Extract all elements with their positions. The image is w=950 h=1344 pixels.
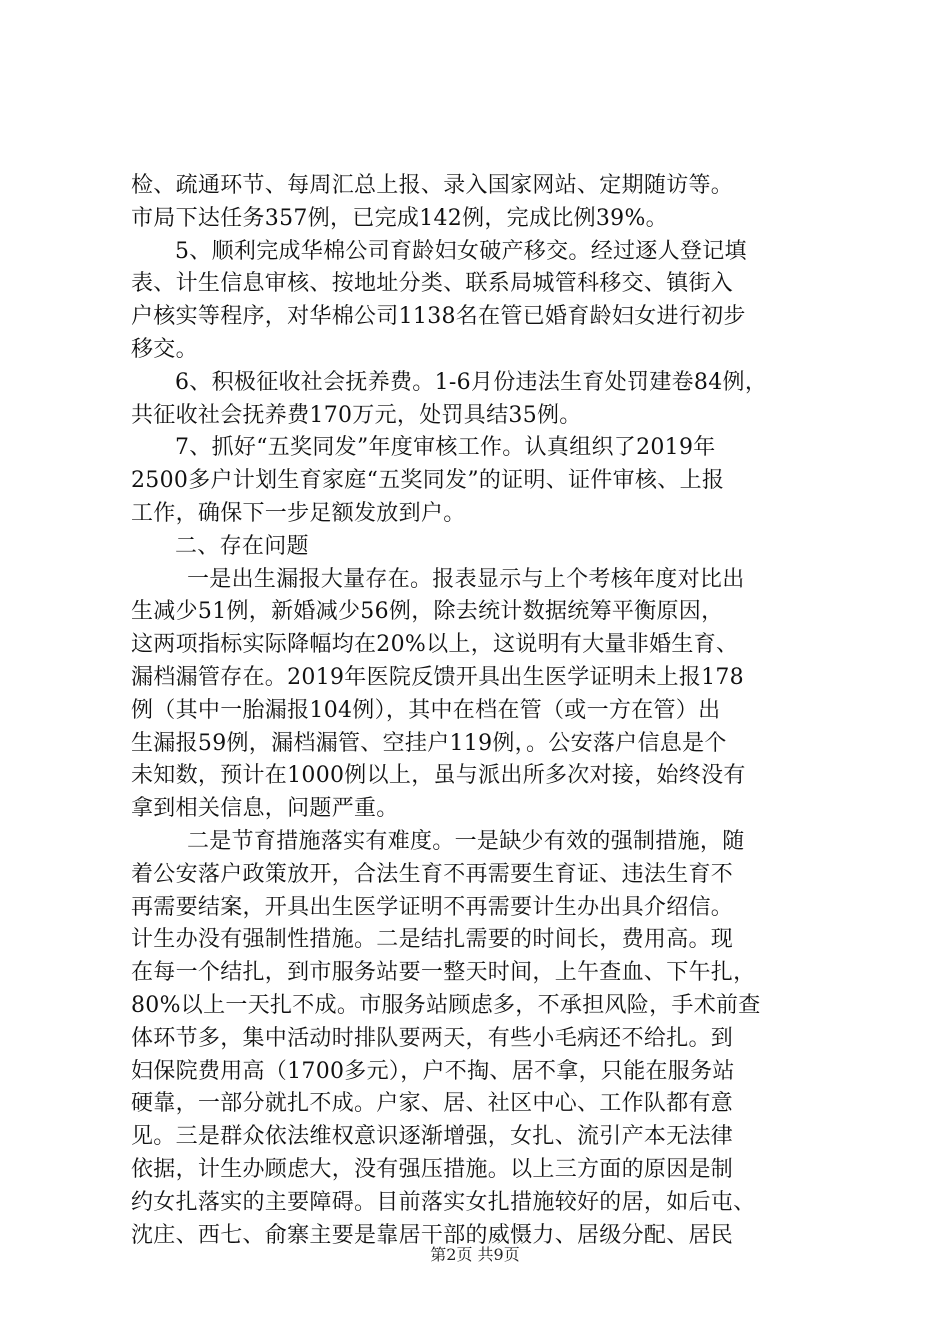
- text-line: 硬靠，一部分就扎不成。户家、居、社区中心、工作队都有意: [131, 1091, 734, 1117]
- text-line: 二是节育措施落实有难度。一是缺少有效的强制措施，随: [187, 828, 745, 854]
- text-line: 户核实等程序，对华棉公司1138名在管已婚育龄妇女进行初步: [131, 304, 746, 330]
- text-line: 表、计生信息审核、按地址分类、联系局城管科移交、镇街入: [131, 271, 734, 297]
- text-line: 二、存在问题: [175, 533, 309, 559]
- text-line: 移交。: [131, 336, 198, 362]
- text-line: 生漏报59例，漏档漏管、空挂户119例，。公安落户信息是个: [131, 730, 727, 756]
- text-line: 2500多户计划生育家庭“五奖同发”的证明、证件审核、上报: [131, 468, 725, 494]
- text-line: 再需要结案，开具出生医学证明不再需要计生办出具介绍信。: [131, 894, 734, 920]
- page-footer: 第2页 共9页: [430, 1245, 520, 1264]
- text-line: 妇保院费用高（1700多元），户不掏、居不拿，只能在服务站: [131, 1058, 735, 1084]
- text-line: 依据，计生办顾虑大，没有强压措施。以上三方面的原因是制: [131, 1156, 734, 1182]
- text-line: 未知数，预计在1000例以上，虽与派出所多次对接，始终没有: [131, 763, 746, 789]
- text-line: 沈庄、西七、俞寨主要是靠居干部的威慑力、居级分配、居民: [131, 1222, 734, 1248]
- text-line: 在每一个结扎，到市服务站要一整天时间，上午查血、下午扎，: [131, 960, 756, 986]
- text-line: 5、顺利完成华棉公司育龄妇女破产移交。经过逐人登记填: [175, 238, 747, 264]
- text-line: 例（其中一胎漏报104例），其中在档在管（或一方在管）出: [131, 697, 721, 723]
- text-line: 7、抓好“五奖同发”年度审核工作。认真组织了2019年: [175, 435, 716, 461]
- text-line: 检、疏通环节、每周汇总上报、录入国家网站、定期随访等。: [131, 173, 734, 198]
- text-line: 漏档漏管存在。2019年医院反馈开具出生医学证明未上报178: [131, 664, 744, 690]
- text-line: 6、积极征收社会抚养费。1-6月份违法生育处罚建卷84例，: [175, 369, 768, 395]
- text-line: 工作，确保下一步足额发放到户。: [131, 500, 466, 526]
- text-line: 拿到相关信息，问题严重。: [131, 796, 399, 822]
- text-line: 约女扎落实的主要障碍。目前落实女扎措施较好的居，如后屯、: [131, 1189, 756, 1215]
- text-line: 一是出生漏报大量存在。报表显示与上个考核年度对比出: [187, 566, 745, 592]
- text-line: 计生办没有强制性措施。二是结扎需要的时间长，费用高。现: [131, 927, 734, 953]
- text-line: 市局下达任务357例，已完成142例，完成比例39%。: [131, 205, 668, 231]
- text-line: 着公安落户政策放开，合法生育不再需要生育证、违法生育不: [131, 861, 734, 887]
- text-line: 生减少51例，新婚减少56例，除去统计数据统筹平衡原因，: [131, 599, 724, 625]
- text-line: 这两项指标实际降幅均在20%以上，这说明有大量非婚生育、: [131, 632, 739, 658]
- text-line: 共征收社会抚养费170万元，处罚具结35例。: [131, 402, 582, 428]
- text-line: 见。三是群众依法维权意识逐渐增强，女扎、流引产本无法律: [131, 1124, 734, 1150]
- text-line: 80%以上一天扎不成。市服务站顾虑多，不承担风险，手术前查: [131, 992, 761, 1018]
- text-line: 体环节多，集中活动时排队要两天，有些小毛病还不给扎。到: [131, 1025, 734, 1051]
- document-body: [131, 170, 831, 1252]
